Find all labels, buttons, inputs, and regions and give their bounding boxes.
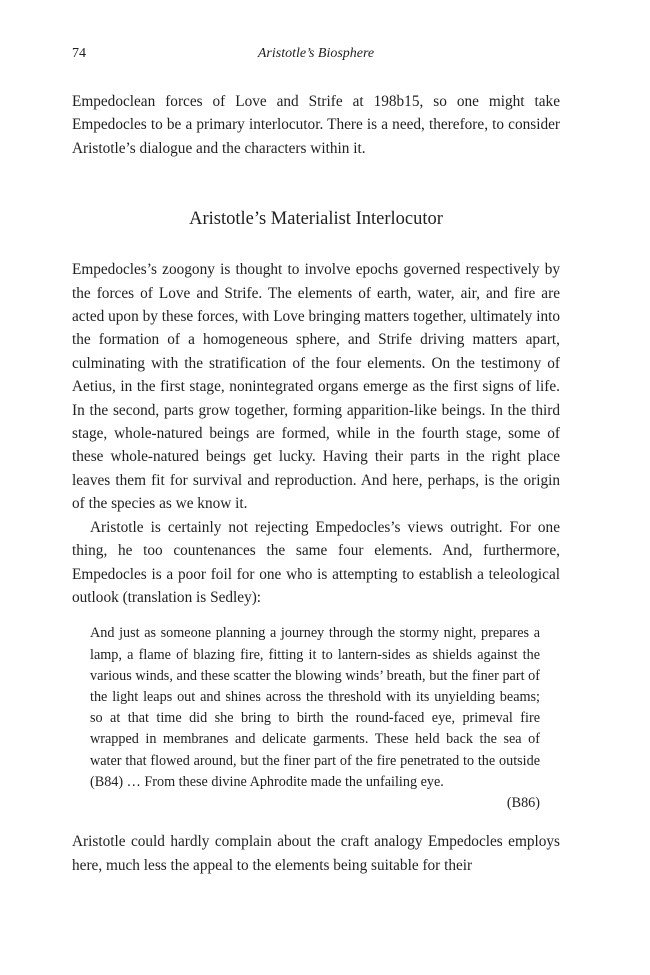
body-paragraph-1: Empedocles’s zoogony is thought to involve epochs governed respectively by the forces of Love and Strife. The elements of earth, water, air, and fire are acted upon by these forces, with Love bringing matters together, ultimately into the formation of a homogeneous sphere, and Strife driving matters apart, culminating with the stratification of the four elements. On the testimony of Aetius, in the first stage, nonintegrated organs emerge as the first signs of life. In the second, parts grow together, forming apparition-like beings. In the third stage, whole-natured beings are formed, while in the fourth stage, some of these whole-natured beings get lucky. Having their parts in the right place leaves them fit for survival and reproduction. And here, perhaps, is the origin of the species as we know it.	[72, 261, 560, 513]
closing-paragraph: Aristotle could hardly complain about the craft analogy Empedocles employs here, much less the appeal to the elements being suitable for their	[72, 833, 560, 874]
block-quote	[90, 623, 540, 814]
running-header	[72, 40, 560, 70]
running-title: Aristotle’s Biosphere	[257, 46, 375, 61]
quote-citation: (B86)	[506, 794, 540, 811]
section-heading: Aristotle’s Materialist Interlocutor	[189, 209, 443, 230]
intro-paragraph: Empedoclean forces of Love and Strife at 198b15, so one might take Empedocles to be a primary interlocutor. There is a need, therefore, to consider Aristotle’s dialogue and the characters within it.	[72, 93, 560, 157]
body-paragraph-2: Aristotle is certainly not rejecting Empedocles’s views outright. For one thing, he too countenances the same four elements. And, furthermore, Empedocles is a poor foil for one who is attempting to establish a teleological outlook (translation is Sedley):	[72, 518, 560, 606]
quote-text: And just as someone planning a journey through the stormy night, prepares a lamp, a flame of blazing fire, fitting it to lantern-sides as shields against the various winds, and these scatter the blowing winds’ breath, but the finer part of the light leaps out and shines across the threshold with its unyielding beams; so at that time did she bring to birth the round-faced eye, primeval fire wrapped in membranes and delicate garments. These held back the sea of water that flowed around, but the finer part of the fire penetrated to the outside (B84) … From these divine Aphrodite made the unfailing eye.	[90, 625, 540, 790]
page-number: 74	[72, 46, 86, 61]
book-page	[72, 40, 560, 877]
